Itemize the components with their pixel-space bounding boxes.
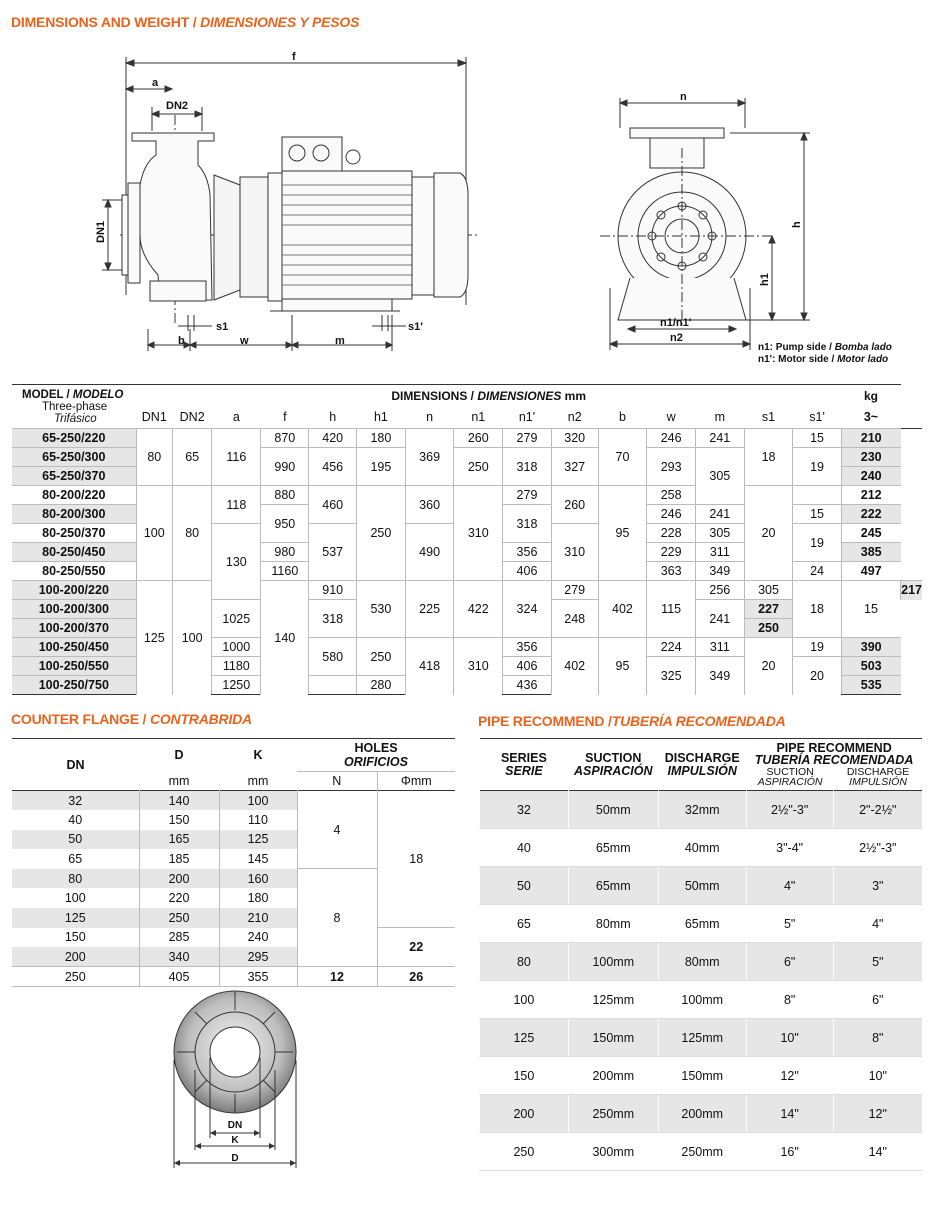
col-flange-d: D bbox=[174, 748, 184, 763]
label-b: b bbox=[178, 335, 185, 347]
col-m: m bbox=[714, 410, 726, 425]
col-pipe-recommend: PIPE RECOMMEND TUBERÍA RECOMENDADA SUCTION ASPIRACIÓN DISCHARGE IMPULSIÓN bbox=[754, 741, 914, 788]
kg-header: kg bbox=[841, 385, 900, 407]
legend-n1-prime: n1': Motor side / Motor lado bbox=[758, 354, 889, 365]
table-row: 80-250/450 980 356 229 311 385 bbox=[12, 543, 922, 562]
table-row: 250 405 355 12 26 bbox=[12, 967, 455, 987]
pump-front-view-drawing bbox=[600, 88, 820, 350]
col-n2: n2 bbox=[567, 410, 582, 425]
table-row: 100-200/370 250 bbox=[12, 619, 922, 638]
label-w: w bbox=[240, 335, 249, 347]
table-row: 65-250/220 80 65 116 870 420 180 369 260 279 320 70 246 241 18 15 210 bbox=[12, 429, 922, 448]
label-f: f bbox=[292, 51, 296, 63]
table-row: 100-200/220 125 100 140 910 530 225 422 324 279 402 115 256 305 18 15 217 bbox=[12, 581, 922, 600]
table-row: 40 150 110 bbox=[12, 810, 455, 830]
dimensions-header: DIMENSIONS / DIMENSIONES mm bbox=[136, 385, 841, 407]
col-discharge: DISCHARGE IMPULSIÓN bbox=[664, 750, 740, 778]
dimensions-title bbox=[11, 14, 359, 30]
label-a: a bbox=[152, 77, 159, 89]
table-row: 100 220 180 bbox=[12, 888, 455, 908]
col-h1: h1 bbox=[373, 410, 388, 425]
col-n: n bbox=[426, 410, 434, 425]
table-row: 200 340 295 bbox=[12, 947, 455, 967]
table-row: 50 165 125 bbox=[12, 830, 455, 850]
label-dn1: DN1 bbox=[95, 220, 107, 243]
table-row: 125 150mm 125mm 10" 8" bbox=[480, 1019, 923, 1057]
counter-flange-title: COUNTER FLANGE / CONTRABRIDA bbox=[11, 711, 252, 727]
model-header: MODEL / MODELO Three-phase Trifásico bbox=[12, 385, 136, 429]
dimensions-title-en: DIMENSIONS AND WEIGHT / bbox=[11, 14, 201, 30]
label-n: n bbox=[680, 91, 687, 103]
legend-n1: n1: Pump side / Bomba lado bbox=[758, 342, 892, 353]
col-dn1: DN1 bbox=[141, 410, 167, 425]
col-flange-dn: DN bbox=[66, 757, 85, 772]
table-row: 100-250/450 1000 580 250 418 310 356 402 95 224 311 20 19 390 bbox=[12, 638, 922, 657]
col-series: SERIES SERIE bbox=[500, 750, 547, 778]
pump-side-view-drawing bbox=[90, 45, 490, 360]
col-flange-k: K bbox=[253, 748, 263, 763]
col-s1-prime: s1' bbox=[809, 410, 825, 425]
label-m: m bbox=[335, 335, 345, 347]
table-row: 80 100mm 80mm 6" 5" bbox=[480, 943, 923, 981]
table-row: 80-250/370 130 537 490 310 228 305 19 245 bbox=[12, 524, 922, 543]
table-row: 100-250/750 1250 280 436 535 bbox=[12, 676, 922, 695]
label-s1: s1 bbox=[216, 321, 229, 333]
dimensions-table bbox=[12, 384, 922, 695]
table-row: 150 200mm 150mm 12" 10" bbox=[480, 1057, 923, 1095]
table-row: 65 80mm 65mm 5" 4" bbox=[480, 905, 923, 943]
label-h1: h1 bbox=[759, 273, 771, 286]
table-row: 100 125mm 100mm 8" 6" bbox=[480, 981, 923, 1019]
col-flange-holes: HOLES ORIFICIOS bbox=[344, 741, 408, 769]
col-f: f bbox=[283, 410, 287, 425]
table-row: 40 65mm 40mm 3"-4" 2½"-3" bbox=[480, 829, 923, 867]
table-row: 80-200/220 100 80 118 880 460 250 360 310 279 260 95 258 20 212 bbox=[12, 486, 922, 505]
table-row: 65 185 145 bbox=[12, 849, 455, 869]
col-kg-3phase: 3~ bbox=[863, 410, 879, 425]
table-row: 125 250 210 bbox=[12, 908, 455, 928]
col-s1: s1 bbox=[761, 410, 776, 425]
label-s1-prime: s1' bbox=[408, 321, 423, 333]
table-row: 100-250/550 1180 406 325 349 20 503 bbox=[12, 657, 922, 676]
flange-label-d: D bbox=[231, 1153, 239, 1164]
counter-flange-drawing bbox=[165, 990, 305, 1168]
pipe-recommend-table bbox=[479, 738, 922, 1171]
label-dn2: DN2 bbox=[166, 100, 189, 112]
pipe-recommend-title: PIPE RECOMMEND /TUBERÍA RECOMENDADA bbox=[478, 713, 786, 729]
table-row: 200 250mm 200mm 14" 12" bbox=[480, 1095, 923, 1133]
label-n1-n1p: n1/n1' bbox=[660, 317, 692, 329]
dimensions-title-es: DIMENSIONES Y PESOS bbox=[200, 14, 360, 30]
table-row: 65-250/370 240 bbox=[12, 467, 922, 486]
col-h: h bbox=[329, 410, 337, 425]
col-n1-prime: n1' bbox=[518, 410, 536, 425]
col-b: b bbox=[618, 410, 626, 425]
table-row: 80-200/300 950 318 246 241 15 222 bbox=[12, 505, 922, 524]
table-row: 65-250/300 990 456 195 250 318 327 293 305 19 230 bbox=[12, 448, 922, 467]
col-dn2: DN2 bbox=[179, 410, 205, 425]
table-row: 32 140 100 4 18 bbox=[12, 791, 455, 811]
flange-label-k: K bbox=[231, 1135, 239, 1146]
col-w: w bbox=[666, 410, 676, 425]
table-row: 80 200 160 8 bbox=[12, 869, 455, 889]
table-row: 100-200/300 1025 318 248 241 227 bbox=[12, 600, 922, 619]
side-legend bbox=[758, 342, 892, 366]
label-h: h bbox=[791, 221, 803, 228]
table-row: 50 65mm 50mm 4" 3" bbox=[480, 867, 923, 905]
flange-label-dn: DN bbox=[227, 1120, 243, 1131]
counter-flange-table: DN D K HOLES ORIFICIOS mm mm N Φmm 32 140 100 4 18 40 150 110 50 165 125 65 185 145 80 200 160 8 100 220 180 125 250 210 150 285 240 22 200 340 295 250 405 355 12 26 bbox=[12, 738, 455, 987]
table-row: 150 285 240 22 bbox=[12, 928, 455, 948]
table-row: 80-250/550 1160 406 363 349 24 497 bbox=[12, 562, 922, 581]
col-n1: n1 bbox=[471, 410, 486, 425]
col-a: a bbox=[232, 410, 240, 425]
table-row: 32 50mm 32mm 2½"-3" 2"-2½" bbox=[480, 791, 923, 829]
col-suction: SUCTION ASPIRACIÓN bbox=[574, 750, 653, 778]
table-row: 250 300mm 250mm 16" 14" bbox=[480, 1133, 923, 1171]
label-n2: n2 bbox=[670, 332, 683, 344]
